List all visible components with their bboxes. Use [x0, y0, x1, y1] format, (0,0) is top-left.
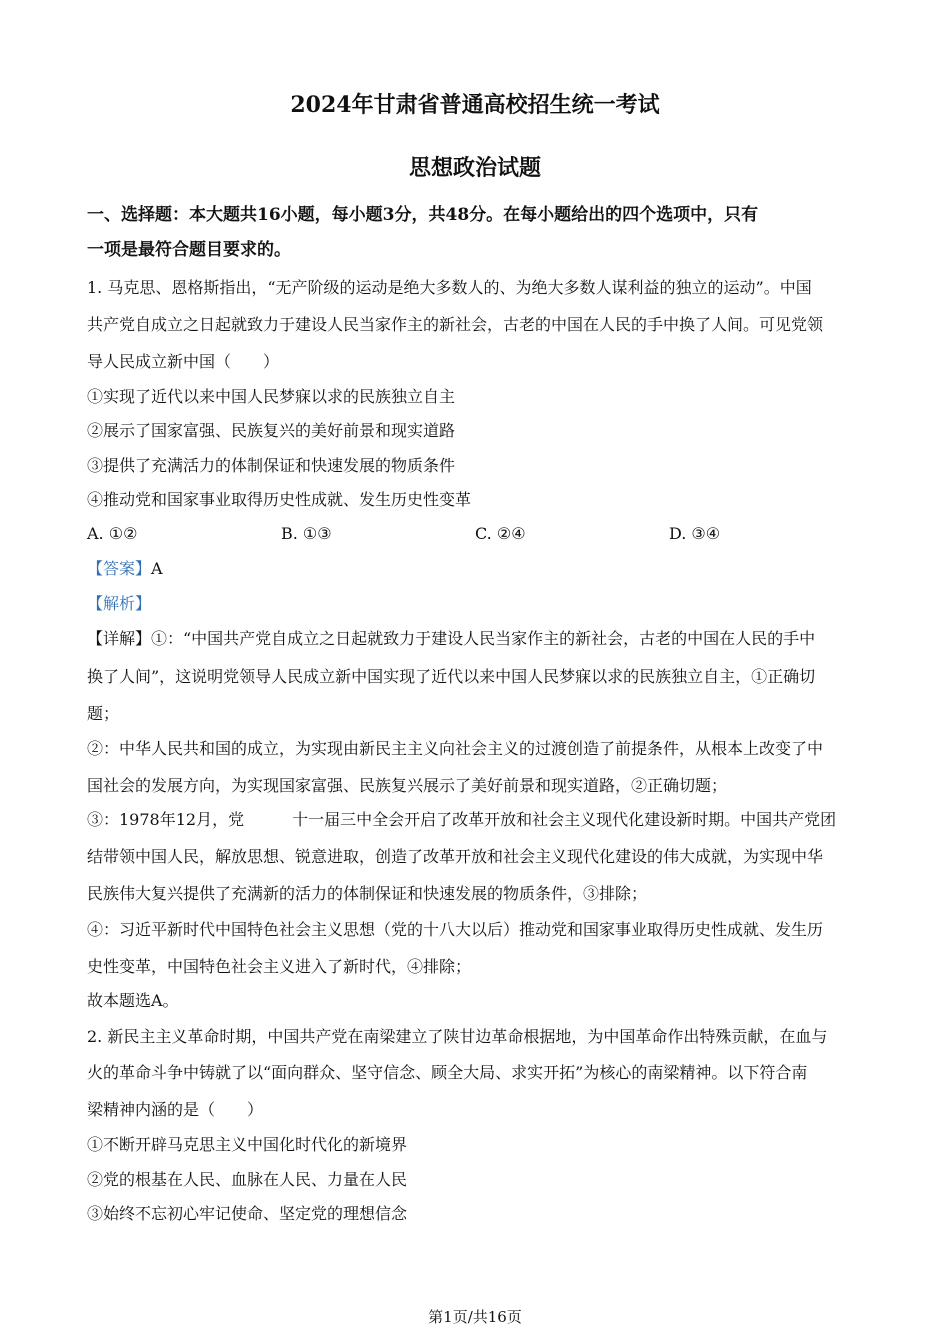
q1-item: ②展示了国家富强、民族复兴的美好前景和现实道路 — [87, 421, 456, 440]
detail-line: ②：中华人民共和国的成立，为实现由新民主主义向社会主义的过渡创造了前提条件，从根本上改变了中 — [87, 739, 824, 758]
answer-label: 【答案】 — [87, 559, 152, 578]
detail-line: 换了人间”，这说明党领导人民成立新中国实现了近代以来中国人民梦寐以求的民族独立自主，①正确切 — [87, 667, 816, 686]
exam-title: 2024年甘肃省普通高校招生统一考试 — [290, 92, 660, 118]
exam-subtitle: 思想政治试题 — [408, 155, 541, 181]
q2-item: ②党的根基在人民、血脉在人民、力量在人民 — [87, 1170, 408, 1189]
detail-line: 故本题选A。 — [87, 991, 179, 1010]
section-heading: 一项是最符合题目要求的。 — [87, 240, 291, 260]
q1-option-d: D. ③④ — [669, 524, 721, 543]
detail-line: 题； — [87, 704, 120, 723]
detail-line: ③：1978年12月，党 十一届三中全会开启了改革开放和社会主义现代化建设新时期。中国共产党团 — [87, 810, 837, 829]
detail-line: 结带领中国人民，解放思想、锐意进取，创造了改革开放和社会主义现代化建设的伟大成就，为实现中华 — [87, 847, 824, 866]
q1-option-a: A. ①② — [87, 524, 138, 543]
q2-stem: 火的革命斗争中铸就了以“面向群众、坚守信念、顾全大局、求实开拓”为核心的南梁精神。以下符合南 — [87, 1063, 808, 1082]
page-number: 第1页/共16页 — [428, 1308, 522, 1326]
q1-item: ③提供了充满活力的体制保证和快速发展的物质条件 — [87, 456, 456, 475]
detail-line: 国社会的发展方向，为实现国家富强、民族复兴展示了美好前景和现实道路，②正确切题； — [87, 776, 728, 795]
q1-option-b: B. ①③ — [281, 524, 332, 543]
detail-line: 民族伟大复兴提供了充满新的活力的体制保证和快速发展的物质条件，③排除； — [87, 884, 648, 903]
detail-line: ④：习近平新时代中国特色社会主义思想（党的十八大以后）推动党和国家事业取得历史性成就、发生历 — [87, 920, 824, 939]
q2-item: ①不断开辟马克思主义中国化时代化的新境界 — [87, 1135, 408, 1154]
q2-item: ③始终不忘初心牢记使命、坚定党的理想信念 — [87, 1204, 408, 1223]
detail-line: 史性变革，中国特色社会主义进入了新时代，④排除； — [87, 957, 472, 976]
q1-answer — [87, 559, 163, 579]
q1-stem: 1. 马克思、恩格斯指出，“无产阶级的运动是绝大多数人的、为绝大多数人谋利益的独立的运动”。中国 — [87, 278, 812, 297]
q1-item: ④推动党和国家事业取得历史性成就、发生历史性变革 — [87, 490, 472, 509]
detail-line: 【详解】①：“中国共产党自成立之日起就致力于建设人民当家作主的新社会，古老的中国在人民的手中 — [87, 629, 816, 648]
q2-stem: 梁精神内涵的是（ ） — [87, 1100, 264, 1119]
q1-item: ①实现了近代以来中国人民梦寐以求的民族独立自主 — [87, 387, 456, 406]
q1-stem: 共产党自成立之日起就致力于建设人民当家作主的新社会，古老的中国在人民的手中换了人间。可见党领 — [87, 315, 824, 334]
section-heading: 一、选择题：本大题共16小题，每小题3分，共48分。在每小题给出的四个选项中，只有 — [87, 205, 759, 225]
analysis-label: 【解析】 — [87, 594, 152, 613]
q1-option-c: C. ②④ — [475, 524, 526, 543]
q1-stem: 导人民成立新中国（ ） — [87, 352, 280, 371]
q2-stem: 2. 新民主主义革命时期，中国共产党在南梁建立了陕甘边革命根据地，为中国革命作出特殊贡献，在血与 — [87, 1027, 828, 1046]
answer-value: A — [151, 559, 163, 578]
